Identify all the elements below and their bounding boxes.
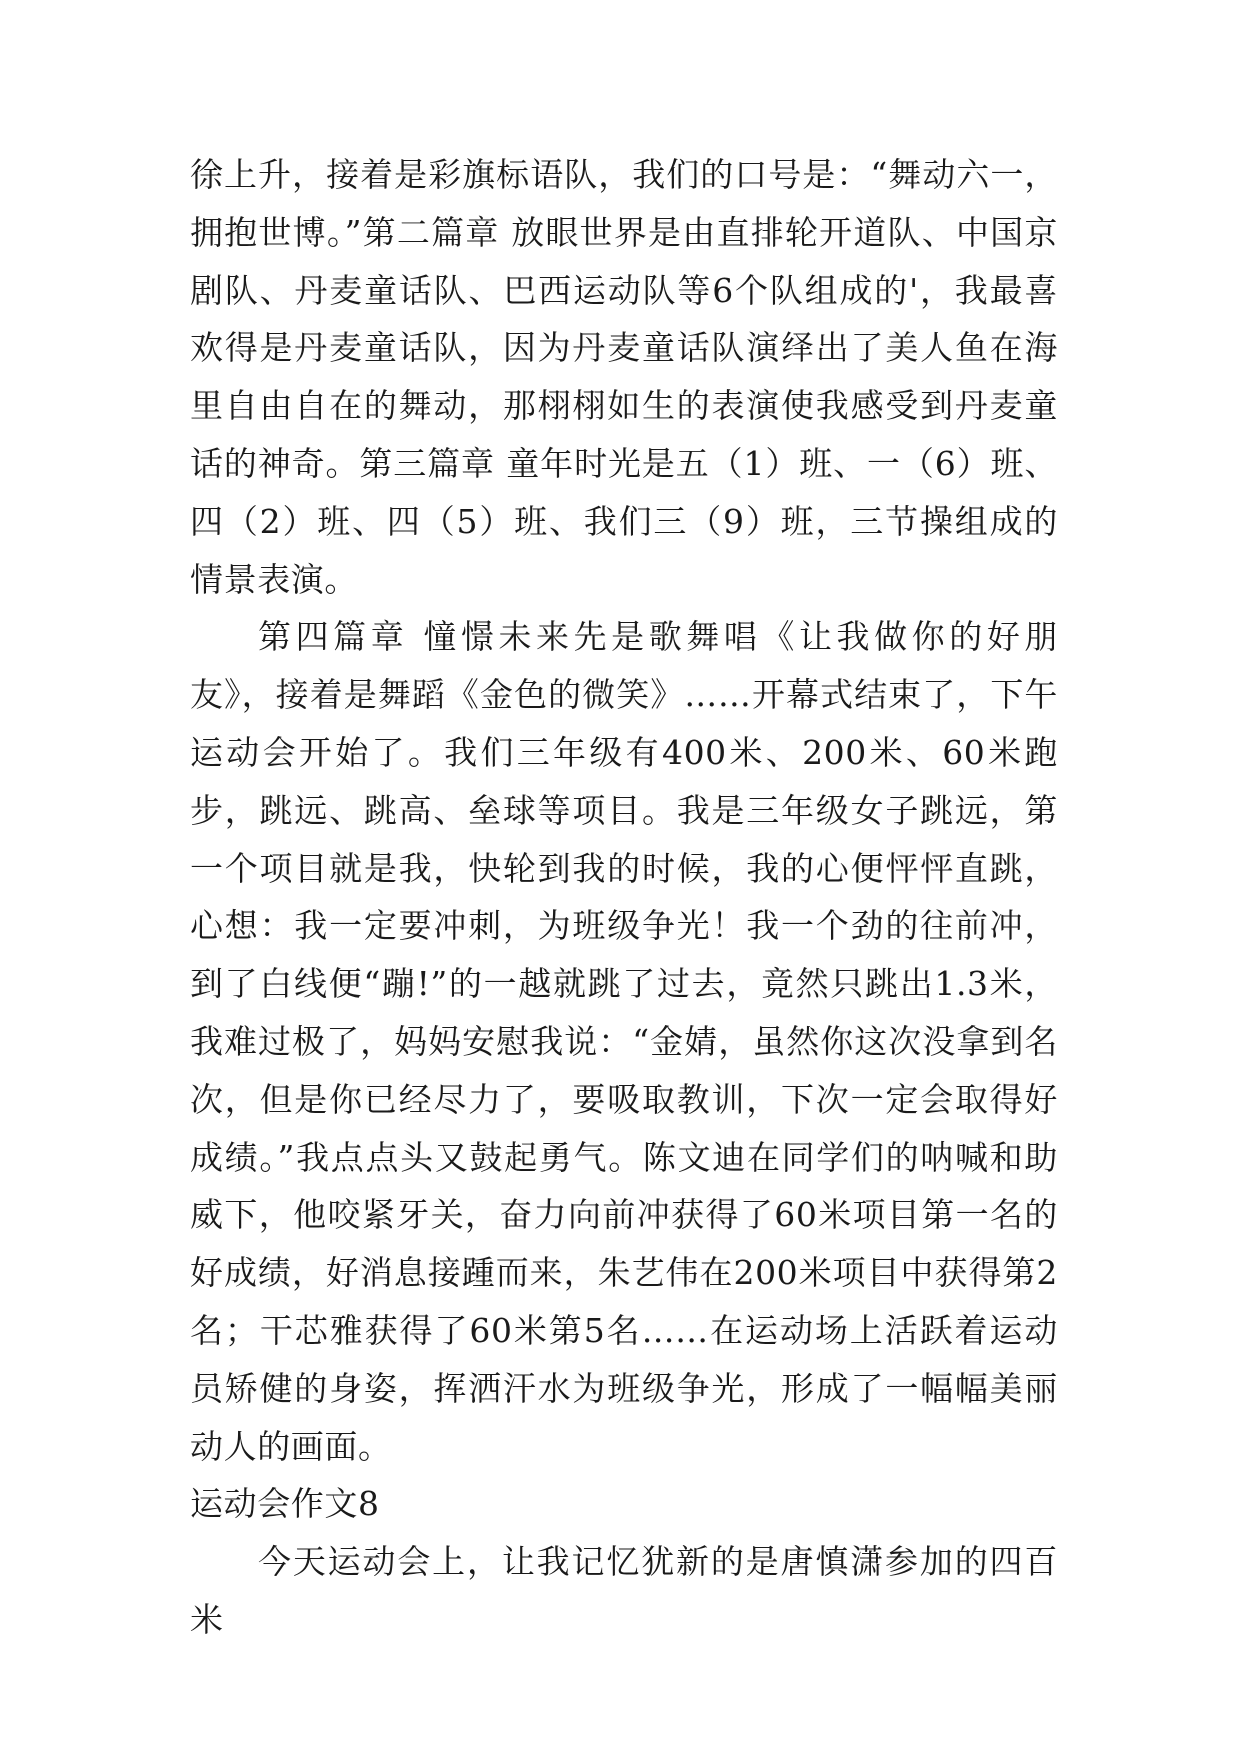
document-page	[190, 146, 1058, 1649]
body-paragraph-3: 今天运动会上，让我记忆犹新的是唐慎潇参加的四百米	[190, 1542, 1058, 1639]
body-paragraph-2: 第四篇章 憧憬未来先是歌舞唱《让我做你的好朋友》，接着是舞蹈《金色的微笑》……开幕式结束了，下午运动会开始了。我们三年级有400米、200米、60米跑步，跳远、跳高、垒球等项目。我是三年级女子跳远，第一个项目就是我，快轮到我的时候，我的心便怦怦直跳，心想：我一定要冲刺，为班级争光！我一个劲的往前冲，到了白线便“蹦!”的一越就跳了过去，竟然只跳出1.3米，我难过极了，妈妈安慰我说：“金婧，虽然你这次没拿到名次，但是你已经尽力了，要吸取教训，下次一定会取得好成绩。”我点点头又鼓起勇气。陈文迪在同学们的呐喊和助威下，他咬紧牙关，奋力向前冲获得了60米项目第一名的好成绩，好消息接踵而来，朱艺伟在200米项目中获得第2名；干芯雅获得了60米第5名……在运动场上活跃着运动员矫健的身姿，挥洒汗水为班级争光，形成了一幅幅美丽动人的画面。	[190, 617, 1058, 1466]
section-title: 运动会作文8	[190, 1484, 380, 1524]
body-paragraph-1: 徐上升，接着是彩旗标语队，我们的口号是：“舞动六一，拥抱世博。”第二篇章 放眼世界是由直排轮开道队、中国京剧队、丹麦童话队、巴西运动队等6个队组成的'，我最喜欢得是丹麦童话队，因为丹麦童话队演绎出了美人鱼在海里自由自在的舞动，那栩栩如生的表演使我感受到丹麦童话的神奇。第三篇章 童年时光是五（1）班、一（6）班、四（2）班、四（5）班、我们三（9）班，三节操组成的情景表演。	[190, 155, 1058, 599]
